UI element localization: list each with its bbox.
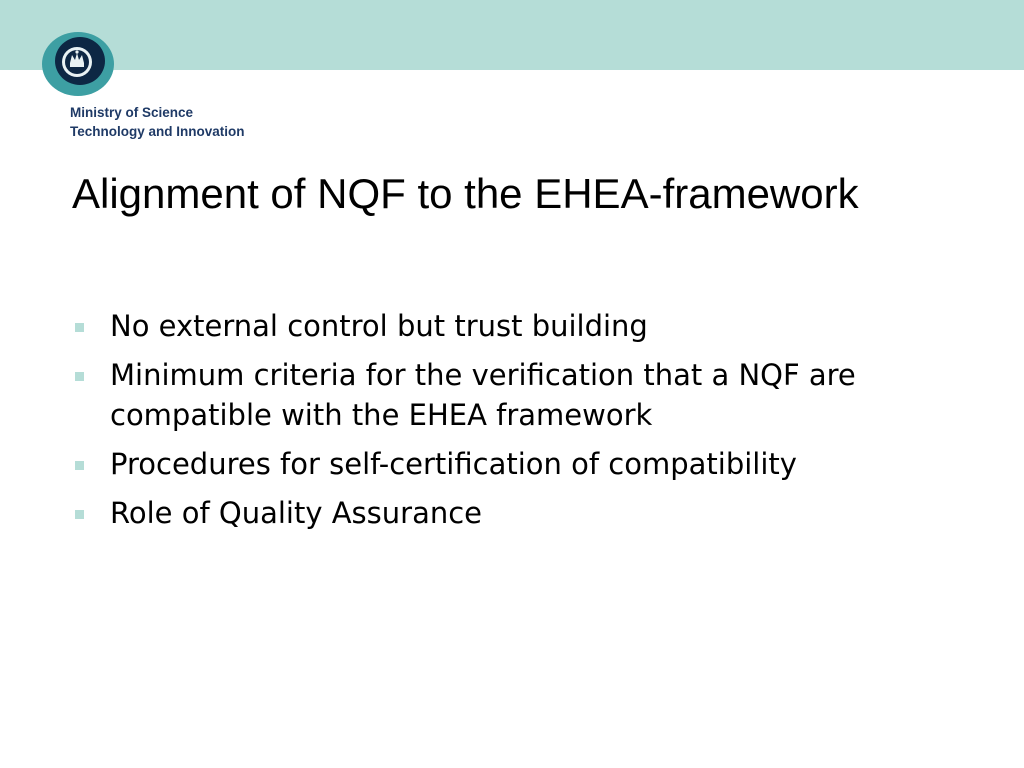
square-bullet-icon bbox=[75, 323, 84, 332]
header-band bbox=[0, 0, 1024, 70]
bullet-item bbox=[72, 355, 872, 435]
bullet-list bbox=[72, 306, 872, 542]
bullet-item bbox=[72, 444, 872, 484]
square-bullet-icon bbox=[75, 372, 84, 381]
ministry-name bbox=[70, 103, 245, 141]
bullet-text: Minimum criteria for the verification that a NQF are compatible with the EHEA framework bbox=[110, 358, 856, 432]
bullet-item bbox=[72, 306, 872, 346]
bullet-item bbox=[72, 493, 872, 533]
bullet-text: No external control but trust building bbox=[110, 309, 648, 343]
square-bullet-icon bbox=[75, 461, 84, 470]
square-bullet-icon bbox=[75, 510, 84, 519]
ministry-name-line2: Technology and Innovation bbox=[70, 124, 245, 139]
bullet-text: Procedures for self-certification of compatibility bbox=[110, 447, 797, 481]
ministry-name-line1: Ministry of Science bbox=[70, 105, 194, 120]
ministry-logo-icon bbox=[40, 30, 120, 98]
slide-title: Alignment of NQF to the EHEA-framework bbox=[72, 170, 859, 217]
bullet-text: Role of Quality Assurance bbox=[110, 496, 483, 530]
